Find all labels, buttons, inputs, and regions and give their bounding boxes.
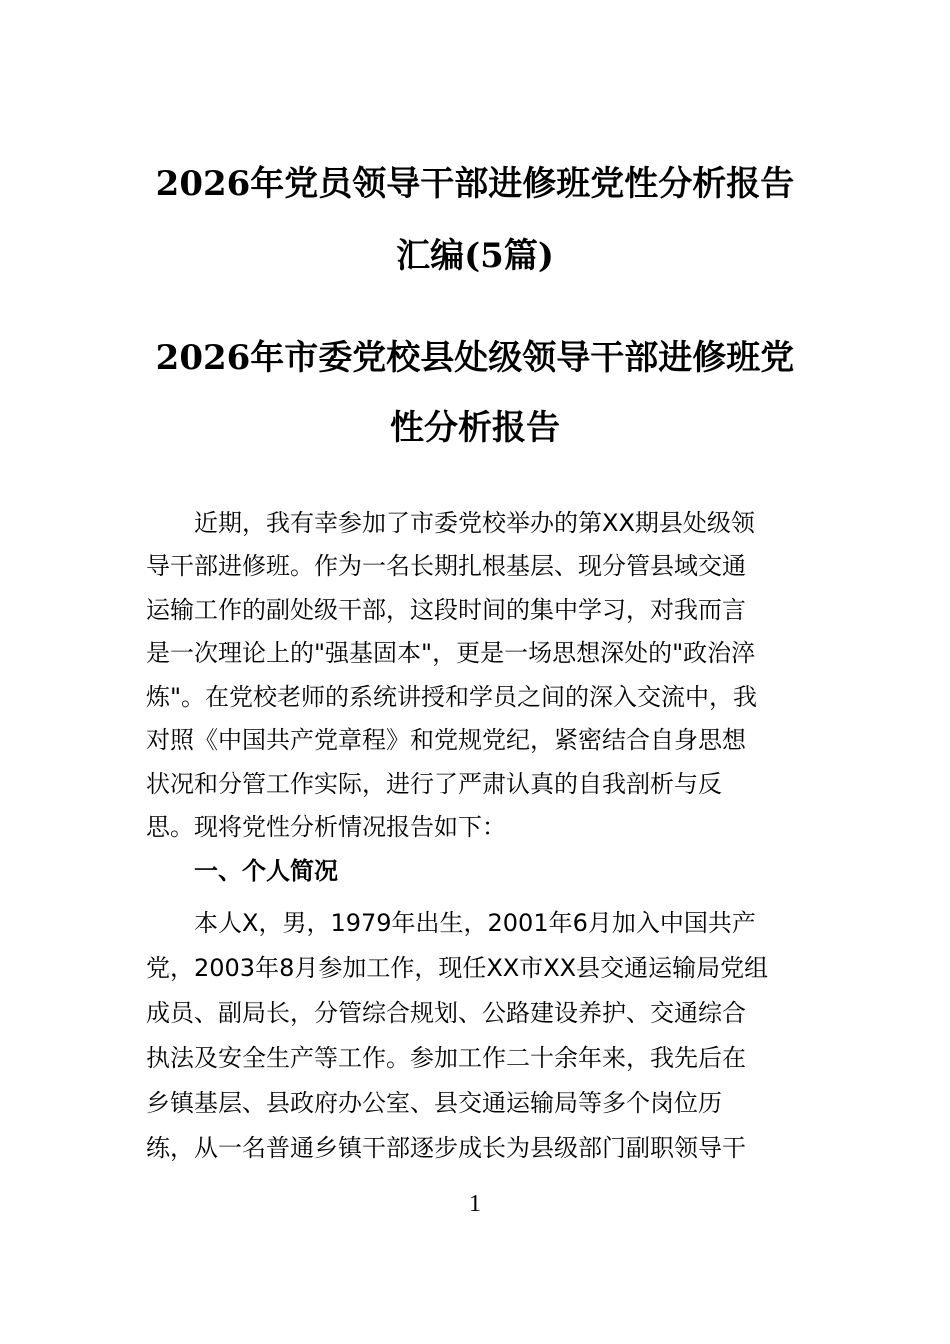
intro-line: 炼"。在党校老师的系统讲授和学员之间的深入交流中，我 xyxy=(146,683,758,711)
intro-line: 近期，我有幸参加了市委党校举办的第XX期县处级领 xyxy=(194,509,755,537)
intro-line: 状况和分管工作实际，进行了严肃认真的自我剖析与反 xyxy=(146,770,722,798)
profile-line: 党，2003年8月参加工作，现任XX市XX县交通运输局党组 xyxy=(146,954,769,982)
sub-title-line-1: 2026年市委党校县处级领导干部进修班党 xyxy=(155,338,795,378)
intro-line: 运输工作的副处级干部，这段时间的集中学习，对我而言 xyxy=(146,596,746,624)
profile-line: 练，从一名普通乡镇干部逐步成长为县级部门副职领导干 xyxy=(146,1134,746,1162)
intro-line: 思。现将党性分析情况报告如下： xyxy=(146,813,506,841)
main-title-line-2: 汇编(5篇) xyxy=(396,236,554,276)
intro-line: 导干部进修班。作为一名长期扎根基层、现分管县域交通 xyxy=(146,552,746,580)
profile-line: 成员、副局长，分管综合规划、公路建设养护、交通综合 xyxy=(146,999,746,1027)
profile-line: 乡镇基层、县政府办公室、县交通运输局等多个岗位历 xyxy=(146,1089,722,1117)
intro-line: 是一次理论上的"强基固本"，更是一场思想深处的"政治淬 xyxy=(146,639,756,667)
profile-line: 本人X，男，1979年出生，2001年6月加入中国共产 xyxy=(194,909,756,937)
sub-title-line-2: 性分析报告 xyxy=(390,408,560,448)
page-number: 1 xyxy=(469,1191,481,1217)
main-title-line-1: 2026年党员领导干部进修班党性分析报告 xyxy=(155,164,795,204)
profile-line: 执法及安全生产等工作。参加工作二十余年来，我先后在 xyxy=(146,1044,746,1072)
intro-line: 对照《中国共产党章程》和党规党纪，紧密结合自身思想 xyxy=(146,726,746,754)
section-heading: 一、个人简况 xyxy=(194,857,338,885)
